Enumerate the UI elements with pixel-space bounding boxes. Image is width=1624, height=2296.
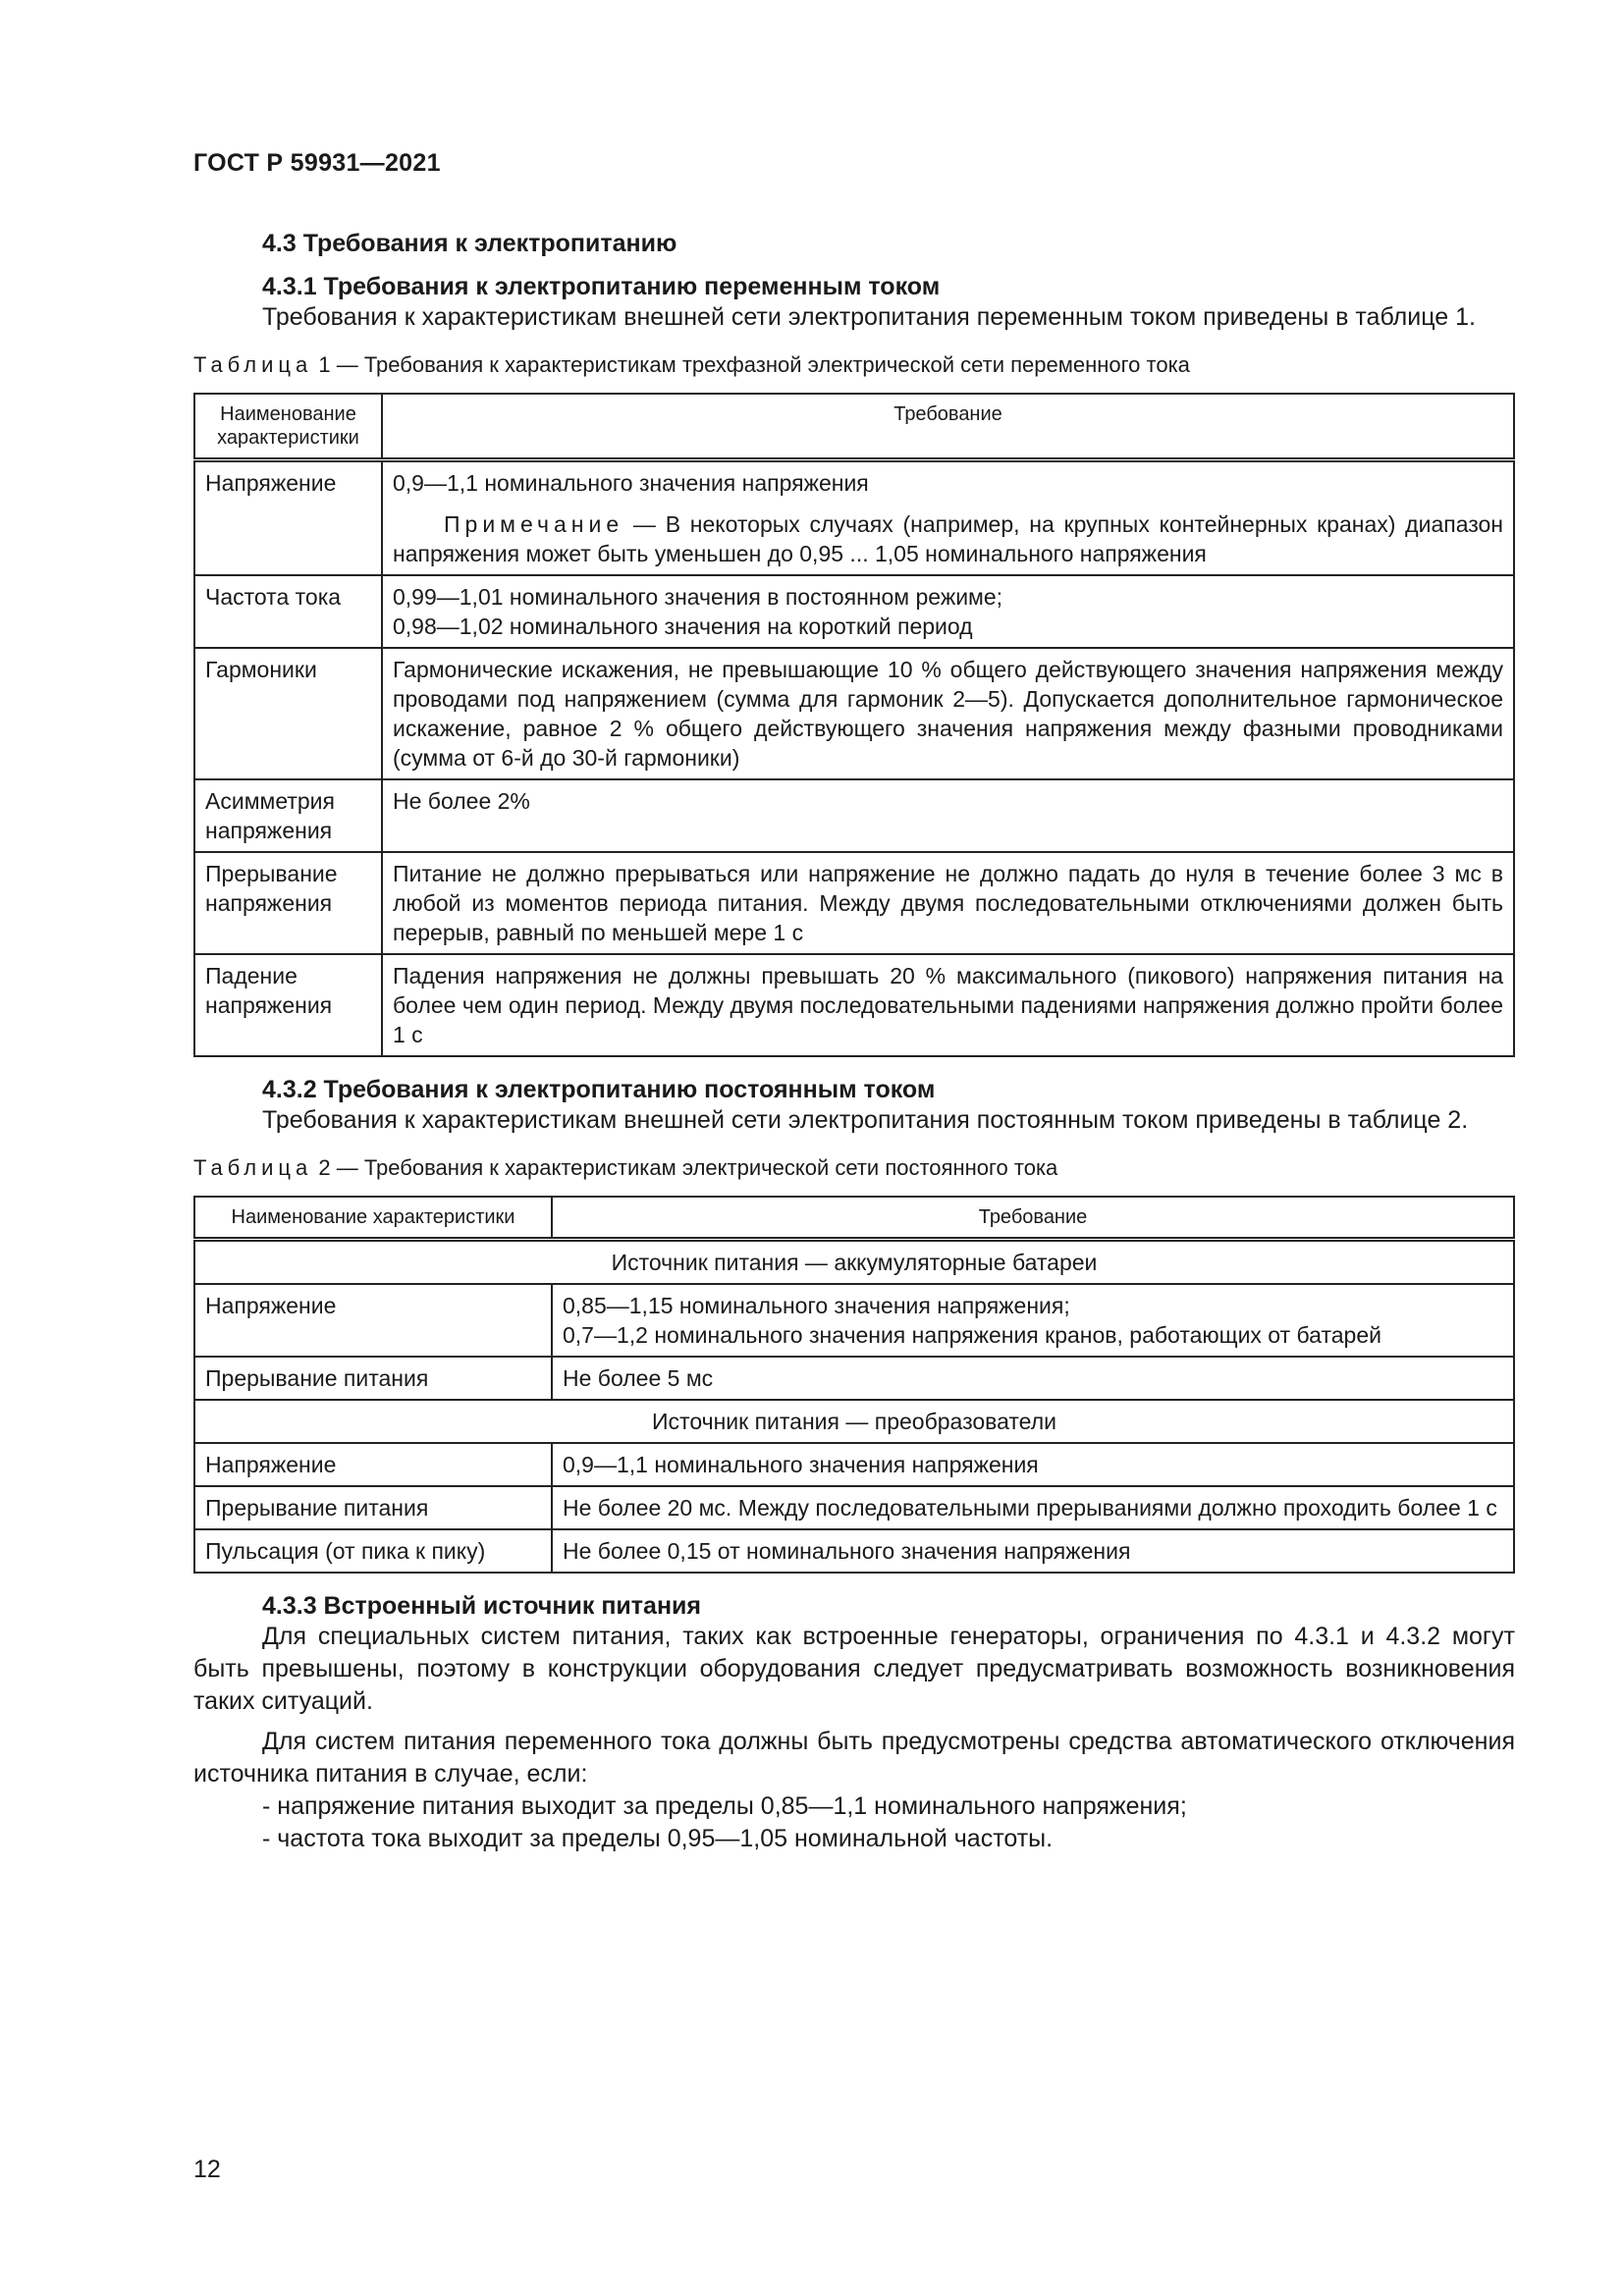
section-4-3-3-paragraph: Для систем питания переменного тока должны быть предусмотрены средства автоматического отключения источника питания в случае, если: xyxy=(193,1728,1515,1788)
table-row xyxy=(194,852,1514,954)
requirement-line: 0,9—1,1 номинального значения напряжения xyxy=(393,470,869,496)
table2-row-name: Пульсация (от пика к пику) xyxy=(194,1529,552,1573)
table2-header-name: Наименование характеристики xyxy=(194,1197,552,1240)
table-row xyxy=(194,1443,1514,1486)
table1-header-requirement: Требование xyxy=(382,394,1514,460)
section-4-3-2-title: 4.3.2 Требования к электропитанию постоянным током xyxy=(262,1076,936,1103)
table-row xyxy=(194,779,1514,852)
table1-header-row xyxy=(194,394,1514,460)
table1-row-requirement xyxy=(382,460,1514,576)
table2-caption xyxy=(193,1154,1515,1182)
table2-group-title: Источник питания — преобразователи xyxy=(194,1400,1514,1443)
table-2 xyxy=(193,1196,1515,1574)
section-4-3-1-title: 4.3.1 Требования к электропитанию переменным током xyxy=(262,273,941,300)
document-header: ГОСТ Р 59931—2021 xyxy=(193,149,441,177)
list-item: - напряжение питания выходит за пределы 0,85—1,1 номинального напряжения; xyxy=(262,1792,1187,1820)
table1-caption xyxy=(193,351,1515,379)
table2-caption-text: 2 — Требования к характеристикам электрической сети постоянного тока xyxy=(318,1155,1058,1180)
requirement-line: 0,99—1,01 номинального значения в постоянном режиме; xyxy=(393,584,1003,610)
table1-caption-label: Таблица xyxy=(193,352,313,377)
table2-row-requirement: 0,9—1,1 номинального значения напряжения xyxy=(552,1443,1514,1486)
table1-caption-text: 1 — Требования к характеристикам трехфазной электрической сети переменного тока xyxy=(318,352,1190,377)
list-item: - частота тока выходит за пределы 0,95—1,05 номинальной частоты. xyxy=(262,1825,1054,1852)
table-row xyxy=(194,575,1514,648)
table1-row-requirement xyxy=(382,575,1514,648)
table-row xyxy=(194,1529,1514,1573)
table2-row-requirement: Не более 5 мс xyxy=(552,1357,1514,1400)
note-label: Примечание xyxy=(444,511,624,537)
table1-row-name: Асимметрия напряжения xyxy=(194,779,382,852)
table1-row-name: Прерывание напряжения xyxy=(194,852,382,954)
table1-note xyxy=(393,509,1503,568)
requirement-line: 0,7—1,2 номинального значения напряжения кранов, работающих от батарей xyxy=(563,1322,1381,1348)
page-content xyxy=(193,229,1515,1855)
table2-row-requirement: Не более 0,15 от номинального значения напряжения xyxy=(552,1529,1514,1573)
table2-group-row xyxy=(194,1240,1514,1285)
table1-row-requirement: Питание не должно прерываться или напряжение не должно падать до нуля в течение более 3 мс в любой из моментов периода питания. Между двумя последовательными отключениями должен быть перерыв, равный по меньшей мере 1 с xyxy=(382,852,1514,954)
table-row xyxy=(194,1357,1514,1400)
table-row xyxy=(194,954,1514,1056)
table1-row-requirement: Не более 2% xyxy=(382,779,1514,852)
table1-header-name: Наименование характеристики xyxy=(194,394,382,460)
table1-row-name: Напряжение xyxy=(194,460,382,576)
section-4-3-1-text: Требования к характеристикам внешней сети электропитания переменным током приведены в таблице 1. xyxy=(262,303,1476,331)
table2-header-row xyxy=(194,1197,1514,1240)
table2-row-requirement xyxy=(552,1284,1514,1357)
section-4-3-3-title: 4.3.3 Встроенный источник питания xyxy=(262,1592,702,1620)
table1-row-name: Падение напряжения xyxy=(194,954,382,1056)
table2-group-row xyxy=(194,1400,1514,1443)
table-1 xyxy=(193,393,1515,1057)
table2-row-name: Прерывание питания xyxy=(194,1486,552,1529)
table2-row-requirement: Не более 20 мс. Между последовательными прерываниями должно проходить более 1 с xyxy=(552,1486,1514,1529)
table1-row-name: Гармоники xyxy=(194,648,382,779)
table-row xyxy=(194,1284,1514,1357)
section-4-3-3-paragraph: Для специальных систем питания, таких как встроенные генераторы, ограничения по 4.3.1 и 4.3.2 могут быть превышены, поэтому в конструкции оборудования следует предусматривать возможность возникновения таких ситуаций. xyxy=(193,1623,1515,1715)
note-text: — В некоторых случаях (например, на крупных контейнерных кранах) диапазон напряжения может быть уменьшен до 0,95 ... 1,05 номинального напряжения xyxy=(393,511,1504,566)
section-4-3-2-text: Требования к характеристикам внешней сети электропитания постоянным током приведены в таблице 2. xyxy=(262,1106,1469,1134)
table-row xyxy=(194,460,1514,576)
section-4-3-title: 4.3 Требования к электропитанию xyxy=(262,230,677,257)
table2-header-requirement: Требование xyxy=(552,1197,1514,1240)
table2-caption-label: Таблица xyxy=(193,1155,313,1180)
table-row xyxy=(194,648,1514,779)
requirement-line: 0,85—1,15 номинального значения напряжения; xyxy=(563,1293,1070,1318)
table2-row-name: Напряжение xyxy=(194,1284,552,1357)
table1-row-requirement: Гармонические искажения, не превышающие 10 % общего действующего значения напряжения между проводами под напряжением (сумма для гармоник 2—5). Допускается дополнительное гармоническое искажение, равное 2 % общего действующего значения напряжения между фазными проводниками (сумма от 6-й до 30-й гармоники) xyxy=(382,648,1514,779)
requirement-line: 0,98—1,02 номинального значения на короткий период xyxy=(393,614,973,639)
table2-group-title: Источник питания — аккумуляторные батареи xyxy=(194,1240,1514,1285)
table2-row-name: Прерывание питания xyxy=(194,1357,552,1400)
table1-row-requirement: Падения напряжения не должны превышать 20 % максимального (пикового) напряжения питания на более чем один период. Между двумя последовательными падениями напряжения должно пройти более 1 с xyxy=(382,954,1514,1056)
page-number: 12 xyxy=(193,2156,221,2183)
table1-row-name: Частота тока xyxy=(194,575,382,648)
table-row xyxy=(194,1486,1514,1529)
table2-row-name: Напряжение xyxy=(194,1443,552,1486)
